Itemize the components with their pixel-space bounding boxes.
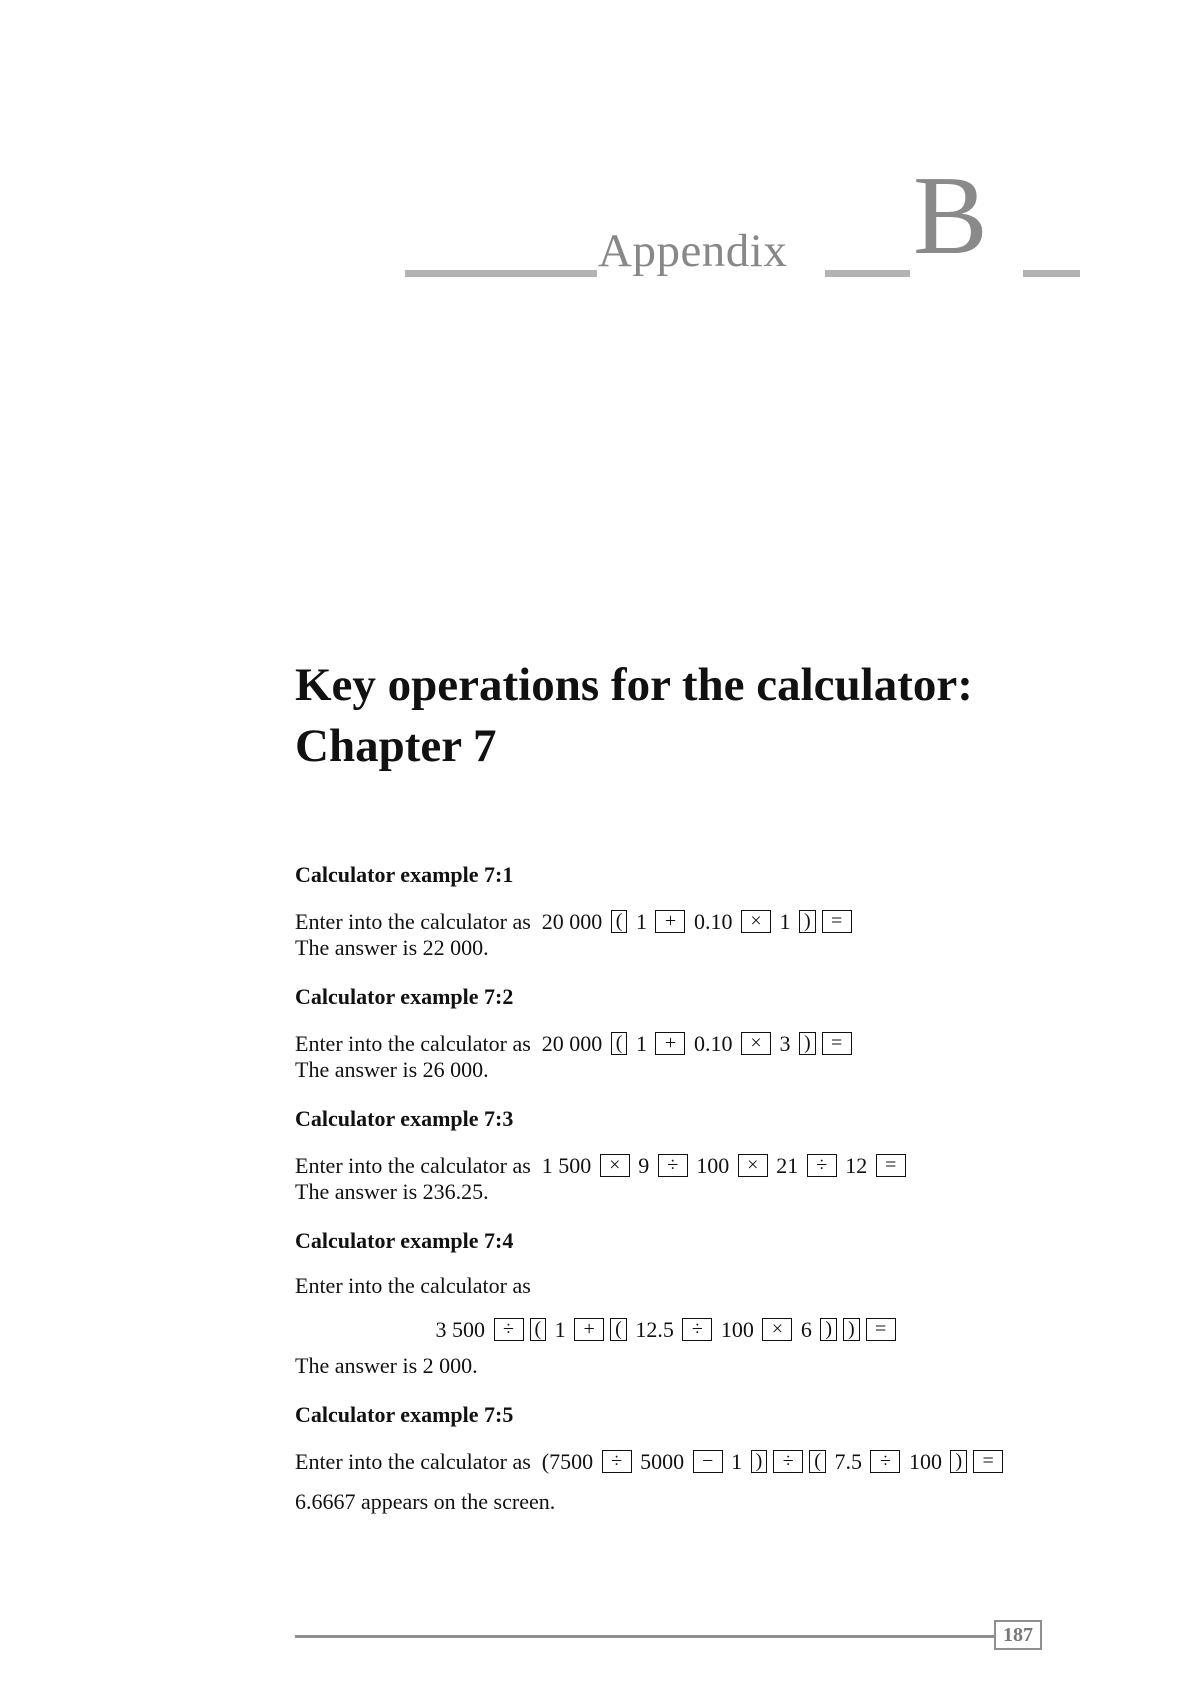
title-line-2: Chapter 7 — [295, 720, 497, 772]
calculator-key: = — [973, 1450, 1003, 1473]
calculator-key: × — [738, 1154, 768, 1177]
examples-section — [295, 862, 1075, 1516]
calculator-key: = — [866, 1318, 896, 1341]
header-rule-left — [405, 270, 597, 277]
keystroke-sequence — [536, 1029, 854, 1054]
result-text: 6.6667 appears on the screen. — [295, 1489, 556, 1514]
calculator-key: ÷ — [658, 1154, 688, 1177]
keystroke-number: 20 000 — [536, 908, 608, 934]
calculator-key: ) — [799, 910, 816, 933]
calculator-key: ÷ — [807, 1154, 837, 1177]
calculator-key: ( — [611, 910, 628, 933]
calculator-key: × — [741, 1032, 771, 1055]
keystroke-number: 7.5 — [828, 1448, 868, 1474]
example-heading: Calculator example 7:2 — [295, 984, 514, 1009]
intro-text: Enter into the calculator as — [295, 1152, 531, 1178]
calculator-key: − — [693, 1450, 723, 1473]
calculator-key: ) — [950, 1450, 967, 1473]
keystroke-number: 3 500 — [430, 1316, 491, 1342]
calculator-key: ÷ — [773, 1450, 803, 1473]
keystroke-number: 100 — [715, 1316, 760, 1342]
calculator-key: ) — [843, 1318, 860, 1341]
page-number: 187 — [994, 1620, 1042, 1650]
calculator-key: ÷ — [602, 1450, 632, 1473]
result-text: The answer is 26 000. — [295, 1057, 489, 1082]
keystroke-number: 0.10 — [688, 1030, 738, 1056]
result-text: The answer is 2 000. — [295, 1353, 478, 1378]
keystroke-sequence — [536, 907, 854, 932]
example-heading: Calculator example 7:5 — [295, 1402, 514, 1427]
appendix-header — [405, 154, 1080, 288]
calculator-key: = — [876, 1154, 906, 1177]
keystroke-number: 20 000 — [536, 1030, 608, 1056]
keystroke-line — [295, 1446, 1075, 1474]
keystroke-line — [295, 1028, 1075, 1056]
keystroke-number: 1 — [630, 908, 653, 934]
calculator-key: × — [762, 1318, 792, 1341]
calculator-key: + — [655, 910, 685, 933]
calculator-key: ÷ — [494, 1318, 524, 1341]
keystroke-line — [295, 1150, 1075, 1178]
calculator-key: ( — [530, 1318, 547, 1341]
keystroke-number: (7500 — [536, 1448, 599, 1474]
keystroke-number: 100 — [903, 1448, 948, 1474]
keystroke-sequence — [536, 1151, 909, 1176]
calculator-key: ) — [751, 1450, 768, 1473]
keystroke-number: 21 — [770, 1152, 804, 1178]
intro-text: Enter into the calculator as — [295, 1273, 531, 1298]
keystroke-number: 1 500 — [536, 1152, 597, 1178]
calculator-key: ( — [610, 1318, 627, 1341]
calculator-key: ) — [799, 1032, 816, 1055]
calculator-key: × — [741, 910, 771, 933]
keystroke-number: 1 — [630, 1030, 653, 1056]
header-rule-middle — [825, 270, 910, 277]
keystroke-line — [295, 1314, 1075, 1342]
keystroke-number: 9 — [632, 1152, 655, 1178]
keystroke-number: 100 — [690, 1152, 735, 1178]
example-heading: Calculator example 7:3 — [295, 1106, 514, 1131]
keystroke-number: 0.10 — [688, 908, 738, 934]
example-heading: Calculator example 7:4 — [295, 1228, 514, 1253]
calculator-key: × — [600, 1154, 630, 1177]
keystroke-number: 6 — [795, 1316, 818, 1342]
keystroke-number: 1 — [725, 1448, 748, 1474]
intro-text: Enter into the calculator as — [295, 1030, 531, 1056]
intro-text: Enter into the calculator as — [295, 1448, 531, 1474]
appendix-letter: B — [913, 154, 988, 278]
keystroke-number: 12.5 — [629, 1316, 680, 1342]
calculator-key: = — [822, 1032, 852, 1055]
calculator-key: ( — [611, 1032, 628, 1055]
header-rule-right — [1023, 270, 1080, 277]
calculator-key: ÷ — [682, 1318, 712, 1341]
keystroke-sequence — [430, 1315, 899, 1340]
keystroke-number: 5000 — [634, 1448, 690, 1474]
appendix-word: Appendix — [598, 225, 788, 277]
keystroke-sequence — [536, 1447, 1006, 1472]
footer-rule — [295, 1635, 995, 1638]
calculator-key: + — [574, 1318, 604, 1341]
calculator-key: ( — [809, 1450, 826, 1473]
result-text: The answer is 22 000. — [295, 935, 489, 960]
keystroke-number: 3 — [773, 1030, 796, 1056]
calculator-key: = — [822, 910, 852, 933]
page-title — [295, 655, 1115, 777]
calculator-key: + — [655, 1032, 685, 1055]
calculator-key: ÷ — [870, 1450, 900, 1473]
calculator-key: ) — [820, 1318, 837, 1341]
keystroke-number: 1 — [549, 1316, 572, 1342]
result-text: The answer is 236.25. — [295, 1179, 489, 1204]
keystroke-number: 12 — [839, 1152, 873, 1178]
intro-text: Enter into the calculator as — [295, 908, 531, 934]
example-heading: Calculator example 7:1 — [295, 862, 514, 887]
title-line-1: Key operations for the calculator: — [295, 659, 973, 711]
keystroke-line — [295, 906, 1075, 934]
keystroke-number: 1 — [773, 908, 796, 934]
